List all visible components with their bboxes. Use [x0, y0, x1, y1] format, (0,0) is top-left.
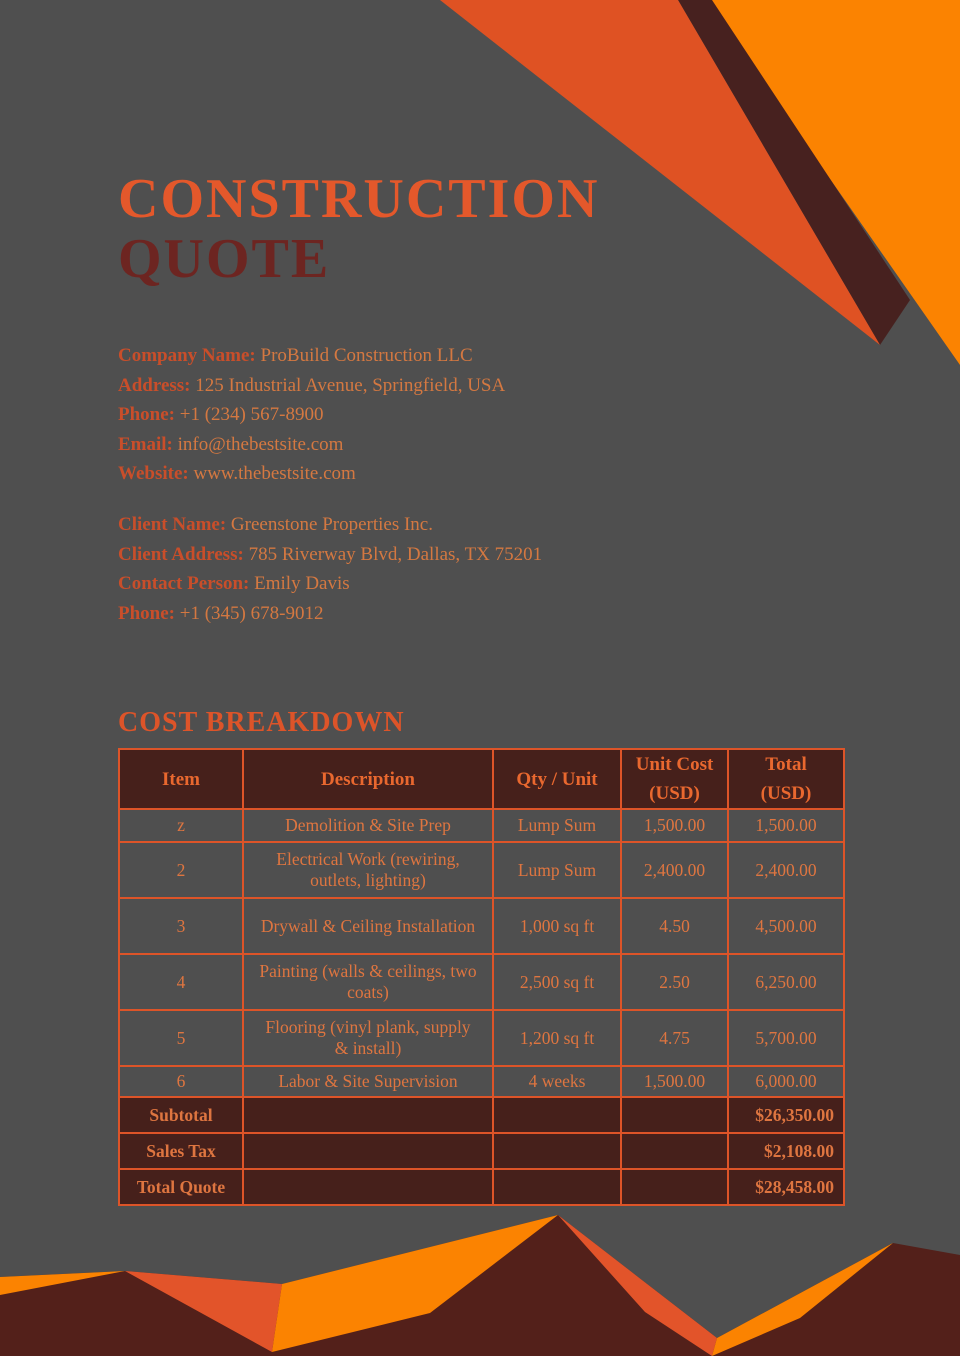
company-name-line [118, 341, 738, 371]
cell-item: 6 [119, 1066, 243, 1097]
cost-breakdown-heading: COST BREAKDOWN [118, 707, 405, 739]
page-title-line2: QUOTE [118, 227, 331, 290]
company-name-label: Company Name: [118, 345, 256, 366]
company-website-value: www.thebestsite.com [193, 463, 356, 485]
company-email-value: info@thebestsite.com [177, 433, 344, 455]
cell-total: 6,250.00 [728, 954, 844, 1010]
cell-unit-cost: 4.75 [621, 1010, 728, 1066]
company-phone-value: +1 (234) 567-8900 [179, 404, 324, 426]
client-contact-label: Contact Person: [118, 573, 250, 595]
header-item: Item [119, 749, 243, 809]
subtotal-label: Subtotal [119, 1097, 243, 1133]
cell-unit-cost: 1,500.00 [621, 1066, 728, 1097]
total-quote-amount: $28,458.00 [728, 1169, 844, 1205]
client-phone-line [118, 599, 738, 629]
company-address-label: Address: [118, 374, 191, 396]
empty-cell [621, 1169, 728, 1205]
company-address-value: 125 Industrial Avenue, Springfield, USA [195, 374, 506, 396]
page-title-line1: CONSTRUCTION [118, 167, 600, 230]
cell-description: Drywall & Ceiling Installation [243, 898, 493, 954]
table-row [119, 809, 844, 842]
cell-description: Electrical Work (rewiring, outlets, lighting) [243, 842, 493, 898]
cell-description: Demolition & Site Prep [243, 809, 493, 842]
company-phone-label: Phone: [118, 404, 175, 426]
cell-qty-unit: 4 weeks [493, 1066, 621, 1097]
cell-description: Painting (walls & ceilings, two coats) [243, 954, 493, 1010]
table-row [119, 1066, 844, 1097]
client-info-block [118, 510, 738, 628]
company-name-value: ProBuild Construction LLC [260, 345, 473, 366]
client-phone-value: +1 (345) 678-9012 [179, 602, 324, 624]
company-website-label: Website: [118, 463, 189, 485]
empty-cell [243, 1133, 493, 1169]
company-phone-line [118, 400, 738, 430]
cell-unit-cost: 2.50 [621, 954, 728, 1010]
client-address-line [118, 540, 738, 570]
subtotal-row [119, 1097, 844, 1133]
empty-cell [493, 1169, 621, 1205]
total-quote-label: Total Quote [119, 1169, 243, 1205]
company-email-label: Email: [118, 433, 173, 455]
cell-total: 1,500.00 [728, 809, 844, 842]
cell-qty-unit: 2,500 sq ft [493, 954, 621, 1010]
client-name-value: Greenstone Properties Inc. [230, 514, 433, 535]
cell-total: 2,400.00 [728, 842, 844, 898]
empty-cell [621, 1133, 728, 1169]
cell-item: z [119, 809, 243, 842]
client-contact-value: Emily Davis [254, 573, 350, 595]
total-quote-row [119, 1169, 844, 1205]
empty-cell [493, 1097, 621, 1133]
cell-description: Labor & Site Supervision [243, 1066, 493, 1097]
table-header-row [119, 749, 844, 809]
empty-cell [243, 1169, 493, 1205]
cell-unit-cost: 2,400.00 [621, 842, 728, 898]
header-total: Total (USD) [728, 749, 844, 809]
cell-qty-unit: Lump Sum [493, 842, 621, 898]
client-phone-label: Phone: [118, 602, 175, 624]
cell-item: 2 [119, 842, 243, 898]
cell-unit-cost: 1,500.00 [621, 809, 728, 842]
cell-total: 6,000.00 [728, 1066, 844, 1097]
header-qty-unit: Qty / Unit [493, 749, 621, 809]
header-description: Description [243, 749, 493, 809]
table-row [119, 954, 844, 1010]
company-website-line [118, 459, 738, 489]
cell-description: Flooring (vinyl plank, supply & install) [243, 1010, 493, 1066]
page-title [118, 169, 599, 290]
cell-total: 5,700.00 [728, 1010, 844, 1066]
cost-breakdown-table [118, 748, 845, 1206]
sales-tax-row [119, 1133, 844, 1169]
cell-qty-unit: 1,000 sq ft [493, 898, 621, 954]
table-row [119, 842, 844, 898]
cell-qty-unit: 1,200 sq ft [493, 1010, 621, 1066]
cell-item: 3 [119, 898, 243, 954]
empty-cell [493, 1133, 621, 1169]
cell-total: 4,500.00 [728, 898, 844, 954]
cell-unit-cost: 4.50 [621, 898, 728, 954]
table-row [119, 1010, 844, 1066]
sales-tax-amount: $2,108.00 [728, 1133, 844, 1169]
client-address-value: 785 Riverway Blvd, Dallas, TX 75201 [248, 543, 543, 565]
cell-item: 5 [119, 1010, 243, 1066]
cell-qty-unit: Lump Sum [493, 809, 621, 842]
client-name-line [118, 510, 738, 540]
company-address-line [118, 371, 738, 401]
company-email-line [118, 430, 738, 460]
client-address-label: Client Address: [118, 543, 244, 565]
table-row [119, 898, 844, 954]
company-info-block [118, 341, 738, 489]
sales-tax-label: Sales Tax [119, 1133, 243, 1169]
empty-cell [621, 1097, 728, 1133]
empty-cell [243, 1097, 493, 1133]
client-name-label: Client Name: [118, 514, 227, 535]
client-contact-line [118, 569, 738, 599]
header-unit-cost: Unit Cost (USD) [621, 749, 728, 809]
cell-item: 4 [119, 954, 243, 1010]
subtotal-amount: $26,350.00 [728, 1097, 844, 1133]
